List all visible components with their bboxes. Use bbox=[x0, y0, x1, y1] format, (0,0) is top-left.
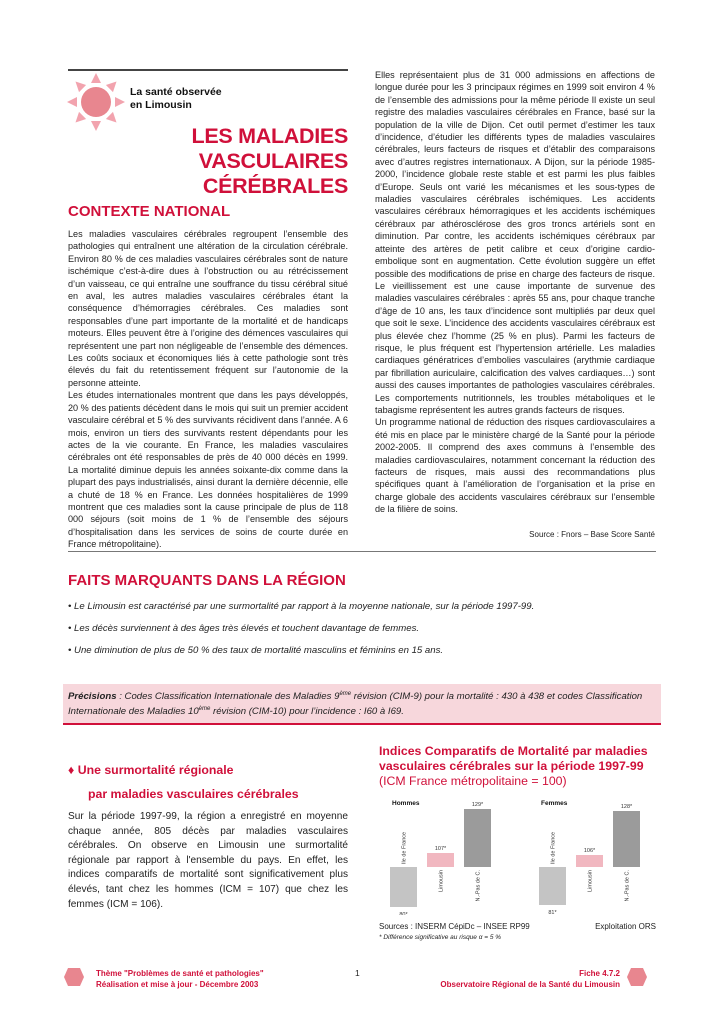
chart-group-label-hommes: Hommes bbox=[392, 800, 420, 807]
icm-chart bbox=[368, 795, 658, 915]
value-label-femmes-0: 81* bbox=[548, 910, 557, 915]
surmortalite-paragraph: Sur la période 1997-99, la région a enregistré en moyenne chaque année, 805 décès par maladies vasculaires cérébrales. On observe en Limousin une surmortalité régionale par rapport à l'ensemble du pays. En effet, les indices comparatifs de mortalité sont significativement plus élevés, tant chez les hommes (ICM = 107) que chez les femmes (ICM = 106). bbox=[68, 811, 348, 910]
faits-bullet-1: • Le Limousin est caractérisé par une surmortalité par rapport à la moyenne nationale, sur la période 1997-99. bbox=[68, 601, 535, 612]
contexte-column-left bbox=[68, 228, 348, 551]
footer-left bbox=[96, 968, 264, 990]
title-line1: LES MALADIES bbox=[191, 124, 348, 148]
faits-bullet-2: • Les décès surviennent à des âges très élevés et touchent davantage de femmes. bbox=[68, 623, 420, 634]
top-rule-left bbox=[68, 69, 348, 71]
brand-line2: en Limousin bbox=[130, 99, 192, 111]
contexte-paragraph-4: Un programme national de réduction des risques cardiovasculaires a été mis en place par le ministère chargé de la Santé pour la période 2002-2005. Il comprend des axes communs à l’ensemble des maladies cardiovasculaires, notamment concernant la réduction des facteurs de risques, mais aussi des recommandations plus spécifiques quant à l’amélioration de l’organisation et la prise en charge globale des accidents vasculaires cérébraux sur l’ensemble de la filière de soins. bbox=[375, 417, 655, 515]
surmortalite-heading-line2: par maladies vasculaires cérébrales bbox=[88, 787, 299, 801]
faits-heading: FAITS MARQUANTS DANS LA RÉGION bbox=[68, 572, 346, 589]
chart-note: * Différence significative au risque α = 5 % bbox=[379, 934, 502, 941]
footer-fiche: Fiche 4.7.2 bbox=[579, 969, 620, 978]
contexte-paragraph-3: Elles représentaient plus de 31 000 admissions en affections de longue durée pour les 3 principaux régimes en 1999 soit environ 4 % de l’ensemble des admissions pour la même période Il existe un seul registre des maladies vasculaires cérébrales en France, basé sur la population de la ville de Dijon. Cet outil permet d’estimer les taux d’incidence, d’étudier les différents types de maladies vasculaires cérébrales, leurs facteurs de risques et d’établir des comparaisons avec d’autres registres internationaux. A Dijon, sur la période 1985-2000, l’incidence globale reste stable et est parmi les plus faibles d’Europe. Seuls ont varié les mécanismes et les sous-types de maladies vasculaires cérébrales ischémiques. Les accidents vasculaires cérébraux hémorragiques et les accidents ischémiques cérébraux par athérosclérose des gros troncs artériels sont en diminution. Par contre, les accidents ischémiques cérébraux par atteinte des artères de petit calibre et ceux d’origine cardio-embolique sont en augmentation. Cette évolution suggère un effet possible des modifications de prise en charge des facteurs de risque. Le vieillissement est une cause importante de survenue des maladies vasculaires cérébrales : après 55 ans, pour chaque tranche d’âge de 10 ans, les taux d’incidence sont multipliés par deux quel que soit le sexe. L’incidence des accidents vasculaires cérébraux est plus élevée chez l’homme (25 % en plus). Parmi les facteurs de risque, le plus fréquent est l’hypertension artérielle. Les maladies cardiaques génératrices d’embolies vasculaires (arythmie cardiaque par fibrillation auriculaire, calcification des valves cardiaques…) sont aussi des causes importantes de pathologies vasculaires cérébrales. Les comportements nutritionnels, les troubles métaboliques et le tabagisme représentent les autres grands facteurs de risques. bbox=[375, 70, 655, 415]
value-label-hommes-1: 107* bbox=[434, 846, 447, 852]
category-label-hommes-1: Limousin bbox=[438, 870, 445, 893]
surmortalite-heading bbox=[68, 758, 299, 806]
chart-exploitation: Exploitation ORS bbox=[595, 922, 656, 931]
footer-right-dot-icon bbox=[626, 967, 648, 987]
faits-bullet-3: • Une diminution de plus de 50 % des taux de mortalité masculins et féminins en 15 ans. bbox=[68, 645, 444, 656]
title-line2: VASCULAIRES CÉRÉBRALES bbox=[198, 149, 348, 198]
contexte-source: Source : Fnors – Base Score Santé bbox=[529, 530, 655, 539]
contexte-heading: CONTEXTE NATIONAL bbox=[68, 203, 231, 220]
value-label-hommes-2: 129* bbox=[471, 802, 484, 808]
contexte-column-right bbox=[375, 69, 655, 516]
bar-hommes-limousin bbox=[427, 853, 454, 867]
contexte-paragraph-1: Les maladies vasculaires cérébrales regroupent l’ensemble des pathologies qui entraînent une altération de la circulation cérébrale. Environ 80 % de ces maladies vasculaires cérébrales sont de nature ischémique c’est-à-dire dues à l’obstruction ou au rétrécissement d’un vaisseau, ce qui entraîne une souffrance du tissu cérébral situé en aval, les autres maladies vasculaires cérébrales étant la conséquence d’hémorragies cérébrales. Ces maladies sont responsables d’une part importante de la mortalité et de handicaps moteurs. Elles peuvent être à l’origine des démences vasculaires qui représentent une part non négligeable de l’ensemble des démences. Les coûts sociaux et économiques liés à cette pathologie sont très élevés du fait du retentissement fréquent sur l’autonomie de la personne atteinte. bbox=[68, 229, 348, 388]
footer-left-dot-icon bbox=[63, 967, 85, 987]
value-label-femmes-1: 106* bbox=[583, 848, 596, 854]
bar-femmes-limousin bbox=[576, 855, 603, 867]
precisions-text-1: : Codes Classification Internationale des Maladies 9 bbox=[116, 691, 340, 703]
bar-femmes-n-pas-de-c- bbox=[613, 811, 640, 867]
precisions-sup-1: ème bbox=[339, 691, 352, 697]
footer-theme: Thème "Problèmes de santé et pathologies" bbox=[96, 969, 264, 978]
page-title bbox=[68, 124, 348, 199]
category-label-femmes-0: Ile de France bbox=[550, 831, 557, 864]
contexte-paragraph-2: Les études internationales montrent que dans les pays développés, 20 % des patients décèdent dans le mois qui suit un premier accident vasculaire cérébral et 5 % des survivants récidivent dans l’année. A 6 mois, environ un tiers des survivants restent dépendants pour les actes de la vie courante. En France, les maladies vasculaires cérébrales ont été responsables de près de 40 000 décès en 1999. La mortalité diminue depuis les années soixante-dix comme dans la plupart des pays industrialisés, ainsi durant la dernière décennie, elle a chuté de 18 % en France. Les données hospitalières de 1999 montrent que ces maladies sont la cause principale de plus de 118 000 séjours (soit moins de 1 % de l’ensemble des séjours d’hospitalisation dans les services de soins de courte durée en France métropolitaine). bbox=[68, 390, 348, 550]
chart-title: Indices Comparatifs de Mortalité par maladies vasculaires cérébrales sur la période 1997-99 bbox=[379, 744, 648, 773]
surmortalite-heading-line1: ♦ Une surmortalité régionale bbox=[68, 763, 234, 777]
precisions-label: Précisions bbox=[68, 691, 117, 703]
chart-heading bbox=[379, 744, 659, 789]
chart-subtitle: (ICM France métropolitaine = 100) bbox=[379, 774, 567, 788]
faits-bullets bbox=[68, 600, 656, 657]
bar-femmes-ile-de-france bbox=[539, 867, 566, 905]
separator-rule bbox=[68, 551, 656, 552]
category-label-hommes-2: N.-Pas de C. bbox=[475, 870, 482, 902]
precisions-box bbox=[63, 684, 661, 725]
value-label-femmes-2: 128* bbox=[620, 804, 633, 810]
footer-ors: Observatoire Régional de la Santé du Limousin bbox=[440, 980, 620, 989]
sun-logo-icon bbox=[66, 72, 126, 132]
page-number: 1 bbox=[355, 968, 360, 978]
bar-hommes-ile-de-france bbox=[390, 867, 417, 907]
bar-hommes-n-pas-de-c- bbox=[464, 809, 491, 867]
brand-line1: La santé observée bbox=[130, 86, 222, 98]
brand-name bbox=[130, 86, 222, 112]
category-label-femmes-1: Limousin bbox=[587, 870, 594, 893]
footer-realisation: Réalisation et mise à jour - Décembre 2003 bbox=[96, 980, 259, 989]
footer-right bbox=[400, 968, 620, 990]
chart-source: Sources : INSERM CépiDc – INSEE RP99 bbox=[379, 922, 530, 931]
value-label-hommes-0: 80* bbox=[399, 912, 408, 915]
chart-group-label-femmes: Femmes bbox=[541, 800, 568, 807]
precisions-sup-2: ème bbox=[198, 706, 211, 713]
category-label-femmes-2: N.-Pas de C. bbox=[624, 870, 631, 902]
precisions-text-2: révision (CIM-9) pour la mortalité : 430 à 438 et codes Classification Internationale des Maladies 10 bbox=[68, 691, 643, 718]
category-label-hommes-0: Ile de France bbox=[401, 831, 408, 864]
precisions-text-3: révision (CIM-10) pour l’incidence : I60 à I69. bbox=[210, 706, 404, 718]
